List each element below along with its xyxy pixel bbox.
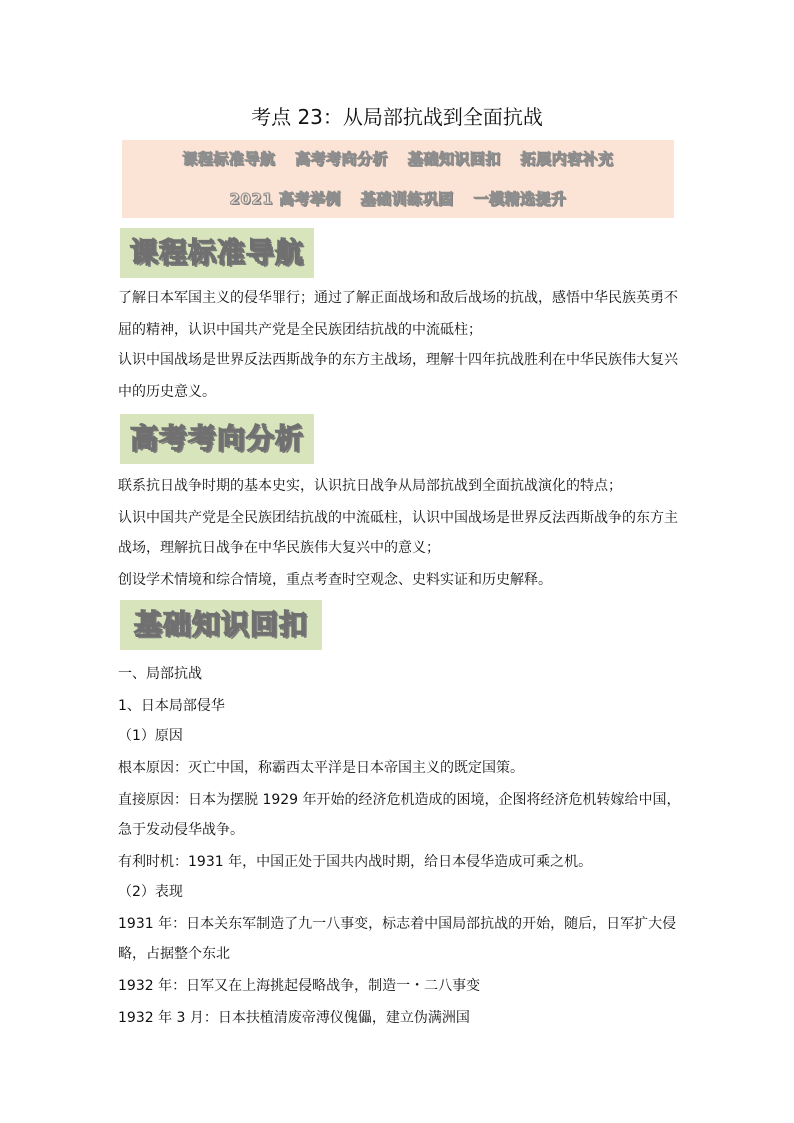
nav-item-course-standard[interactable]: 课程标准导航 (182, 150, 276, 168)
nav-item-basic-knowledge[interactable]: 基础知识回扣 (407, 150, 501, 168)
nav-item-exam-analysis[interactable]: 高考考向分析 (295, 150, 389, 168)
paragraph-line: 略，占据整个东北 (118, 946, 230, 962)
section-heading-course-standard: 课程标准导航 (120, 228, 314, 278)
section-heading-exam-analysis: 高考考向分析 (120, 414, 314, 464)
paragraph-line: 中的历史意义。 (118, 384, 216, 400)
page-title: 考点 23：从局部抗战到全面抗战 (251, 105, 543, 129)
paragraph-line: 创设学术情境和综合情境，重点考查时空观念、史料实证和历史解释。 (118, 572, 552, 588)
paragraph-line: 1932 年 3 月：日本扶植清废帝溥仪傀儡，建立伪满洲国 (118, 1010, 470, 1026)
paragraph-line: 1、日本局部侵华 (118, 698, 225, 714)
paragraph-line: 联系抗日战争时期的基本史实，认识抗日战争从局部抗战到全面抗战演化的特点； (118, 478, 622, 494)
nav-item-basic-training[interactable]: 基础训练巩固 (360, 190, 454, 208)
paragraph-line: 一、局部抗战 (118, 666, 202, 682)
paragraph-line: 有利时机：1931 年，中国正处于国共内战时期，给日本侵华造成可乘之机。 (118, 854, 593, 870)
paragraph-line: 1931 年：日本关东军制造了九一八事变，标志着中国局部抗战的开始，随后，日军扩大侵 (118, 916, 677, 932)
nav-row-2 (122, 188, 674, 209)
paragraph-line: 急于发动侵华战争。 (118, 822, 244, 838)
nav-item-mock-selection[interactable]: 一模精选提升 (473, 190, 567, 208)
paragraph-line: 直接原因：日本为摆脱 1929 年开始的经济危机造成的困境，企图将经济危机转嫁给中国， (118, 792, 681, 808)
nav-row-1 (122, 148, 674, 169)
paragraph-line: 了解日本军国主义的侵华罪行；通过了解正面战场和敌后战场的抗战，感悟中华民族英勇不 (118, 290, 678, 306)
paragraph-line: （1）原因 (118, 728, 183, 744)
nav-item-exam-examples[interactable]: 2021 高考举例 (229, 190, 341, 208)
paragraph-line: （2）表现 (118, 884, 183, 900)
section-heading-basic-knowledge: 基础知识回扣 (120, 600, 322, 650)
nav-item-extension[interactable]: 拓展内容补充 (520, 150, 614, 168)
paragraph-line: 认识中国战场是世界反法西斯战争的东方主战场，理解十四年抗战胜利在中华民族伟大复兴 (118, 352, 678, 368)
paragraph-line: 根本原因：灭亡中国，称霸西太平洋是日本帝国主义的既定国策。 (118, 760, 524, 776)
paragraph-line: 战场，理解抗日战争在中华民族伟大复兴中的意义； (118, 540, 440, 556)
paragraph-line: 认识中国共产党是全民族团结抗战的中流砥柱，认识中国战场是世界反法西斯战争的东方主 (118, 510, 678, 526)
paragraph-line: 屈的精神，认识中国共产党是全民族团结抗战的中流砥柱； (118, 322, 482, 338)
paragraph-line: 1932 年：日军又在上海挑起侵略战争，制造一・二八事变 (118, 978, 481, 994)
section-nav-banner (122, 140, 674, 218)
